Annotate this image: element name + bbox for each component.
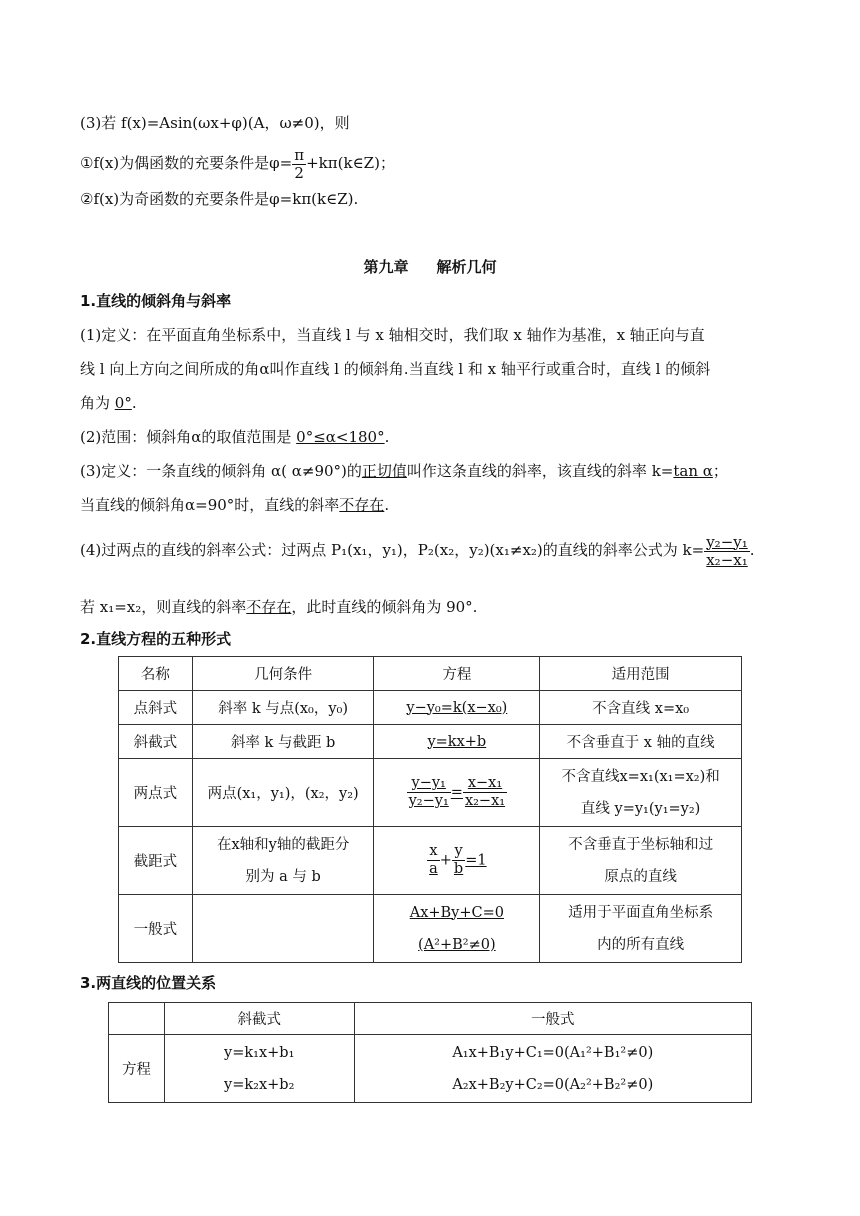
answer-blank: 0°≤α<180° <box>296 428 385 446</box>
equals-one: =1 <box>465 852 487 869</box>
range-line <box>80 426 800 448</box>
answer-blank: 0° <box>114 394 132 412</box>
equals-sign: = <box>450 784 463 801</box>
condition-cell <box>192 895 374 963</box>
fraction-denominator: b <box>453 861 464 877</box>
section-2-heading: 2.直线方程的五种形式 <box>80 630 232 648</box>
header-cell: 方程 <box>374 657 540 691</box>
scope-cell <box>540 895 742 963</box>
header-cell: 一般式 <box>354 1003 751 1035</box>
slope-formula-line <box>80 532 800 569</box>
scope-line: 直线 y=y₁(y₁=y₂) <box>580 800 701 817</box>
equation-line: A₁x+B₁y+C₁=0(A₁²+B₁²≠0) <box>452 1044 654 1061</box>
row-label: 方程 <box>109 1035 165 1103</box>
fraction-numerator: x <box>427 843 440 861</box>
table-row <box>119 759 742 827</box>
condition-line: 别为 a 与 b <box>245 868 321 885</box>
table-header-row <box>109 1003 752 1035</box>
equation-cell <box>374 827 540 895</box>
text: . <box>749 541 755 559</box>
line-relations-table <box>108 1002 752 1103</box>
def3b-line <box>80 494 800 516</box>
even-condition-line <box>80 146 800 182</box>
header-cell: 几何条件 <box>192 657 374 691</box>
table-row <box>119 895 742 963</box>
line-equations-table <box>118 656 742 963</box>
fraction-denominator: a <box>429 861 438 877</box>
rhs-fraction <box>463 775 507 810</box>
even-condition-tail: +kπ(k∈Z)； <box>306 154 395 172</box>
pi-over-2-fraction <box>292 147 306 182</box>
scope-cell: 不含直线 x=x₀ <box>540 691 742 725</box>
equation-line: y=k₁x+b₁ <box>224 1044 295 1061</box>
table-row <box>119 725 742 759</box>
form-name: 截距式 <box>119 827 193 895</box>
fraction-denominator: x₂−x₁ <box>464 793 506 809</box>
fraction-numerator: π <box>294 145 305 164</box>
chapter-number: 第九章 <box>363 258 409 276</box>
condition-cell: 两点(x₁，y₁)，(x₂，y₂) <box>192 759 374 827</box>
scope-cell <box>540 827 742 895</box>
header-cell: 斜截式 <box>164 1003 354 1035</box>
form-name: 两点式 <box>119 759 193 827</box>
equation-cell <box>374 759 540 827</box>
intro-text: (3)若 f(x)=Asin(ωx+φ)(A，ω≠0)，则 <box>80 114 350 132</box>
equation-line: A₂x+B₂y+C₂=0(A₂²+B₂²≠0) <box>452 1076 654 1093</box>
section-1-heading: 1.直线的倾斜角与斜率 <box>80 292 232 310</box>
answer-blank: 不存在 <box>246 598 292 616</box>
header-cell: 名称 <box>119 657 193 691</box>
slope-undefined-line <box>80 596 800 618</box>
equation-cell <box>374 895 540 963</box>
scope-line: 原点的直线 <box>604 868 677 885</box>
equation-line: (A²+B²≠0) <box>418 936 496 953</box>
fraction-numerator: y₂−y₁ <box>706 532 748 551</box>
intro-line-3 <box>80 112 800 134</box>
scope-cell <box>540 759 742 827</box>
scope-line: 不含直线x=x₁(x₁=x₂)和 <box>561 768 720 785</box>
fraction-numerator: y−y₁ <box>407 775 451 793</box>
def1-line-b: 线 l 向上方向之间所成的角α叫作直线 l 的倾斜角.当直线 l 和 x 轴平行或重合时，直线 l 的倾斜 <box>80 360 711 378</box>
equation-cell: y=kx+b <box>374 725 540 759</box>
text: (4)过两点的直线的斜率公式：过两点 P₁(x₁，y₁)，P₂(x₂，y₂)(x₁≠x₂)的直线的斜率公式为 k= <box>80 541 705 559</box>
text: . <box>384 428 390 446</box>
plus-sign: + <box>439 852 452 869</box>
header-cell <box>109 1003 165 1035</box>
fraction-numerator: y <box>452 843 465 861</box>
answer-blank: tan α <box>673 462 713 480</box>
section-3-heading: 3.两直线的位置关系 <box>80 974 217 992</box>
def3-line <box>80 460 800 482</box>
fraction-denominator: 2 <box>294 163 304 182</box>
text: 角为 <box>80 394 115 412</box>
equation-line: Ax+By+C=0 <box>409 904 504 921</box>
def1-line-c <box>80 392 800 414</box>
lhs-fraction <box>407 775 451 810</box>
condition-cell: 斜率 k 与点(x₀，y₀) <box>192 691 374 725</box>
form-name: 斜截式 <box>119 725 193 759</box>
text: (2)范围：倾斜角α的取值范围是 <box>80 428 297 446</box>
table-row <box>109 1035 752 1103</box>
form-name: 一般式 <box>119 895 193 963</box>
x-over-a-fraction <box>427 843 440 878</box>
text: ； <box>712 462 728 480</box>
condition-cell <box>192 827 374 895</box>
scope-cell: 不含垂直于 x 轴的直线 <box>540 725 742 759</box>
text: (3)定义：一条直线的倾斜角 α( α≠90°)的 <box>80 462 362 480</box>
condition-cell: 斜率 k 与截距 b <box>192 725 374 759</box>
answer-blank: 正切值 <box>361 462 407 480</box>
text: 当直线的倾斜角α=90°时，直线的斜率 <box>80 496 340 514</box>
text: ，此时直线的倾斜角为 90°. <box>291 598 478 616</box>
chapter-heading <box>0 256 860 277</box>
fraction-numerator: x−x₁ <box>463 775 507 793</box>
even-condition-text: ①f(x)为偶函数的充要条件是φ= <box>80 154 293 172</box>
fraction-denominator: y₂−y₁ <box>408 793 449 809</box>
scope-line: 不含垂直于坐标轴和过 <box>568 836 714 853</box>
table-row <box>119 827 742 895</box>
slope-fraction <box>704 534 750 569</box>
header-cell: 适用范围 <box>540 657 742 691</box>
y-over-b-fraction <box>452 843 465 878</box>
slope-intercept-cell <box>164 1035 354 1103</box>
text: 叫作这条直线的斜率，该直线的斜率 k= <box>406 462 674 480</box>
answer-blank: 不存在 <box>339 496 385 514</box>
def1-line-a: (1)定义：在平面直角坐标系中，当直线 l 与 x 轴相交时，我们取 x 轴作为基准，x 轴正向与直 <box>80 326 705 344</box>
equation-cell: y−y₀=k(x−x₀) <box>374 691 540 725</box>
chapter-title: 解析几何 <box>436 258 497 276</box>
condition-line: 在x轴和y轴的截距分 <box>216 836 350 853</box>
scope-line: 内的所有直线 <box>597 936 685 953</box>
odd-condition-text: ②f(x)为奇函数的充要条件是φ=kπ(k∈Z). <box>80 190 359 208</box>
odd-condition-line <box>80 188 800 210</box>
text: . <box>384 496 390 514</box>
fraction-denominator: x₂−x₁ <box>706 550 748 569</box>
text: 若 x₁=x₂，则直线的斜率 <box>80 598 247 616</box>
text: . <box>131 394 137 412</box>
general-form-cell <box>354 1035 751 1103</box>
table-row <box>119 691 742 725</box>
equation-line: y=k₂x+b₂ <box>224 1076 295 1093</box>
scope-line: 适用于平面直角坐标系 <box>568 904 714 921</box>
form-name: 点斜式 <box>119 691 193 725</box>
table-header-row <box>119 657 742 691</box>
